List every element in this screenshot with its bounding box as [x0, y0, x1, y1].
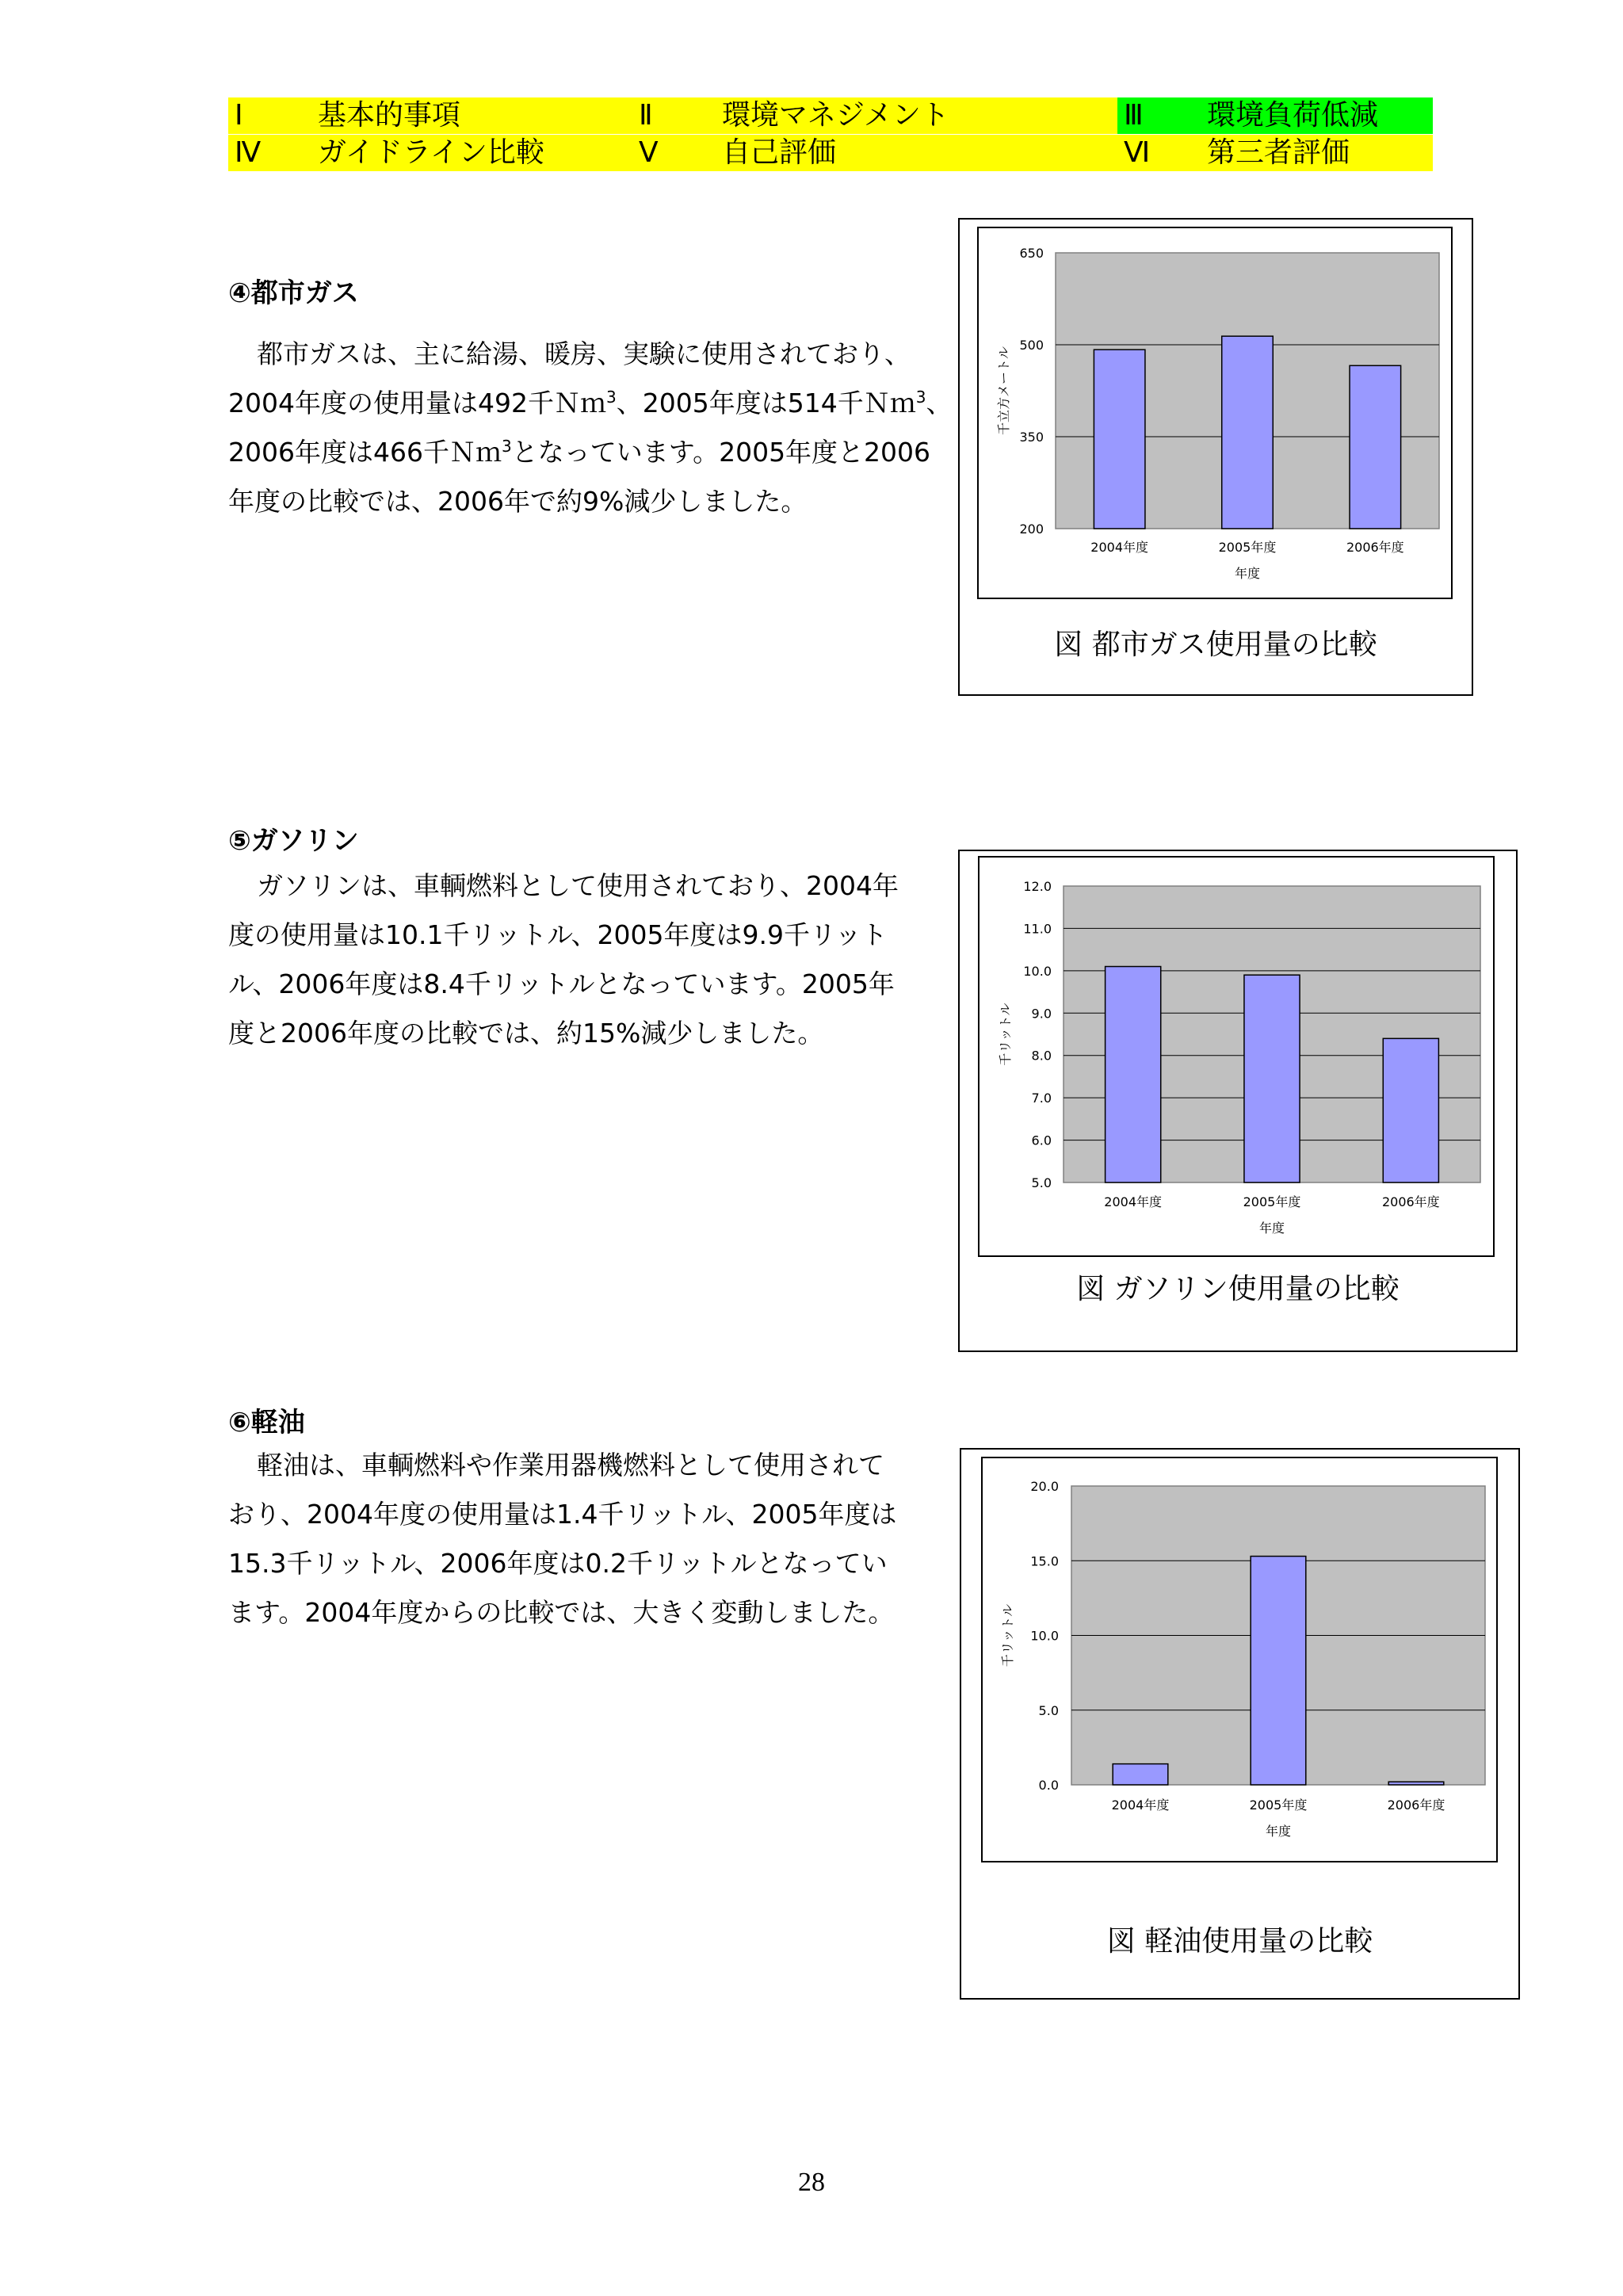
text-span: 2004年度の使用量は492千Ｎｍ: [228, 388, 606, 418]
y-tick-label: 500: [1019, 338, 1044, 353]
y-tick-label: 6.0: [1031, 1133, 1052, 1148]
text-line: [228, 428, 941, 477]
x-tick-label: 2005年度: [1243, 1194, 1301, 1209]
nav-item-basic-matters[interactable]: [228, 97, 632, 134]
superscript: 3: [915, 388, 926, 407]
nav-label: 環境マネジメント: [722, 99, 949, 132]
y-tick-label: 8.0: [1031, 1048, 1052, 1064]
y-tick-label: 350: [1019, 430, 1044, 445]
y-tick-label: 11.0: [1023, 921, 1052, 937]
chart-svg-city-gas: [979, 228, 1454, 601]
chart-svg-diesel: [983, 1458, 1499, 1864]
figure-caption-diesel: 図 軽油使用量の比較: [1106, 1925, 1373, 1958]
bar: [1113, 1764, 1168, 1785]
figure-caption-city-gas: 図 都市ガス使用量の比較: [1054, 628, 1377, 661]
page-number: 28: [798, 2168, 825, 2197]
y-tick-label: 9.0: [1031, 1006, 1052, 1022]
nav-number: Ⅴ: [639, 136, 659, 169]
text-span: 、: [926, 388, 953, 418]
nav-label: ガイドライン比較: [318, 136, 544, 169]
superscript: 3: [605, 388, 617, 407]
text-line: 度と2006年度の比較では、約15%減少しました。: [228, 1018, 824, 1049]
text-line: 軽油は、車輌燃料や作業用器機燃料として使用されて: [257, 1450, 884, 1480]
chapter-nav-row-1: [228, 97, 1433, 134]
chart-gasoline: [978, 856, 1495, 1257]
y-tick-label: 10.0: [1030, 1628, 1059, 1644]
x-tick-label: 2004年度: [1111, 1797, 1170, 1813]
y-tick-label: 650: [1019, 246, 1044, 261]
bar: [1222, 336, 1274, 529]
y-tick-label: 15.0: [1030, 1553, 1059, 1569]
bar: [1106, 967, 1161, 1182]
chart-diesel: [981, 1457, 1498, 1862]
nav-label: 自己評価: [722, 136, 837, 169]
x-tick-label: 2005年度: [1218, 540, 1277, 555]
text-span: 、2005年度は514千Ｎｍ: [616, 388, 916, 418]
text-line: ガソリンは、車輌燃料として使用されており、2004年: [257, 870, 899, 901]
x-tick-label: 2004年度: [1104, 1194, 1163, 1209]
nav-number: Ⅵ: [1124, 136, 1151, 169]
y-tick-label: 20.0: [1030, 1479, 1059, 1494]
nav-label: 第三者評価: [1207, 136, 1350, 169]
y-tick-label: 5.0: [1031, 1175, 1052, 1190]
bar: [1094, 350, 1145, 529]
bar: [1383, 1038, 1438, 1182]
x-tick-label: 2004年度: [1090, 540, 1149, 555]
y-tick-label: 10.0: [1023, 963, 1052, 979]
bar: [1251, 1557, 1306, 1785]
y-axis-title: 千立方メートル: [996, 346, 1011, 436]
nav-number: Ⅳ: [235, 136, 262, 169]
nav-label: 基本的事項: [318, 99, 461, 132]
nav-item-environmental-load-reduction[interactable]: [1117, 97, 1433, 134]
x-tick-label: 2005年度: [1249, 1797, 1308, 1813]
x-axis-title: 年度: [1234, 566, 1261, 581]
y-tick-label: 5.0: [1038, 1702, 1059, 1718]
chapter-nav: [228, 97, 1433, 172]
y-tick-label: 7.0: [1031, 1091, 1052, 1106]
x-tick-label: 2006年度: [1346, 540, 1404, 555]
section-text-gasoline: [228, 861, 941, 1058]
bar: [1244, 975, 1300, 1182]
superscript: 3: [501, 437, 512, 456]
text-span: となっています。2005年度と2006: [511, 437, 931, 468]
x-axis-title: 年度: [1258, 1221, 1285, 1236]
text-span: 2006年度は466千Ｎｍ: [228, 437, 502, 468]
text-line: おり、2004年度の使用量は1.4千リットル、2005年度は: [228, 1499, 897, 1530]
x-tick-label: 2006年度: [1381, 1194, 1440, 1209]
nav-item-guideline-comparison[interactable]: [228, 135, 632, 171]
text-line: 度の使用量は10.1千リットル、2005年度は9.9千リット: [228, 919, 888, 950]
section-text-city-gas: [228, 330, 953, 526]
x-tick-label: 2006年度: [1387, 1797, 1445, 1813]
nav-item-environmental-management[interactable]: [632, 97, 1108, 134]
section-text-diesel: [228, 1441, 941, 1637]
y-tick-label: 12.0: [1023, 879, 1052, 894]
text-line: [228, 379, 953, 428]
nav-number: Ⅲ: [1124, 99, 1144, 132]
y-tick-label: 0.0: [1038, 1778, 1059, 1793]
section-heading-gasoline: ⑤ガソリン: [228, 825, 359, 857]
text-line: ル、2006年度は8.4千リットルとなっています。2005年: [228, 968, 895, 999]
y-axis-title: 千リットル: [998, 1003, 1013, 1066]
y-tick-label: 200: [1019, 521, 1044, 537]
text-line: ます。2004年度からの比較では、大きく変動しました。: [228, 1597, 895, 1628]
nav-label: 環境負荷低減: [1207, 99, 1379, 132]
section-heading-diesel: ⑥軽油: [228, 1407, 305, 1438]
chapter-nav-row-2: [228, 135, 1433, 171]
nav-number: Ⅱ: [639, 99, 653, 132]
chart-svg-gasoline: [980, 858, 1496, 1259]
bar: [1350, 365, 1401, 529]
section-heading-city-gas: ④都市ガス: [228, 277, 359, 309]
text-line: 15.3千リットル、2006年度は0.2千リットルとなってい: [228, 1548, 888, 1579]
nav-item-third-party-evaluation[interactable]: [1117, 135, 1433, 171]
text-line: 年度の比較では、2006年で約9%減少しました。: [228, 486, 808, 517]
text-line: 都市ガスは、主に給湯、暖房、実験に使用されており、: [257, 338, 911, 369]
bar: [1388, 1782, 1444, 1785]
nav-item-self-evaluation[interactable]: [632, 135, 1108, 171]
chart-city-gas: [977, 227, 1453, 599]
nav-number: Ⅰ: [235, 99, 243, 132]
x-axis-title: 年度: [1265, 1824, 1292, 1839]
figure-caption-gasoline: 図 ガソリン使用量の比較: [1076, 1273, 1400, 1305]
y-axis-title: 千リットル: [1000, 1603, 1015, 1668]
